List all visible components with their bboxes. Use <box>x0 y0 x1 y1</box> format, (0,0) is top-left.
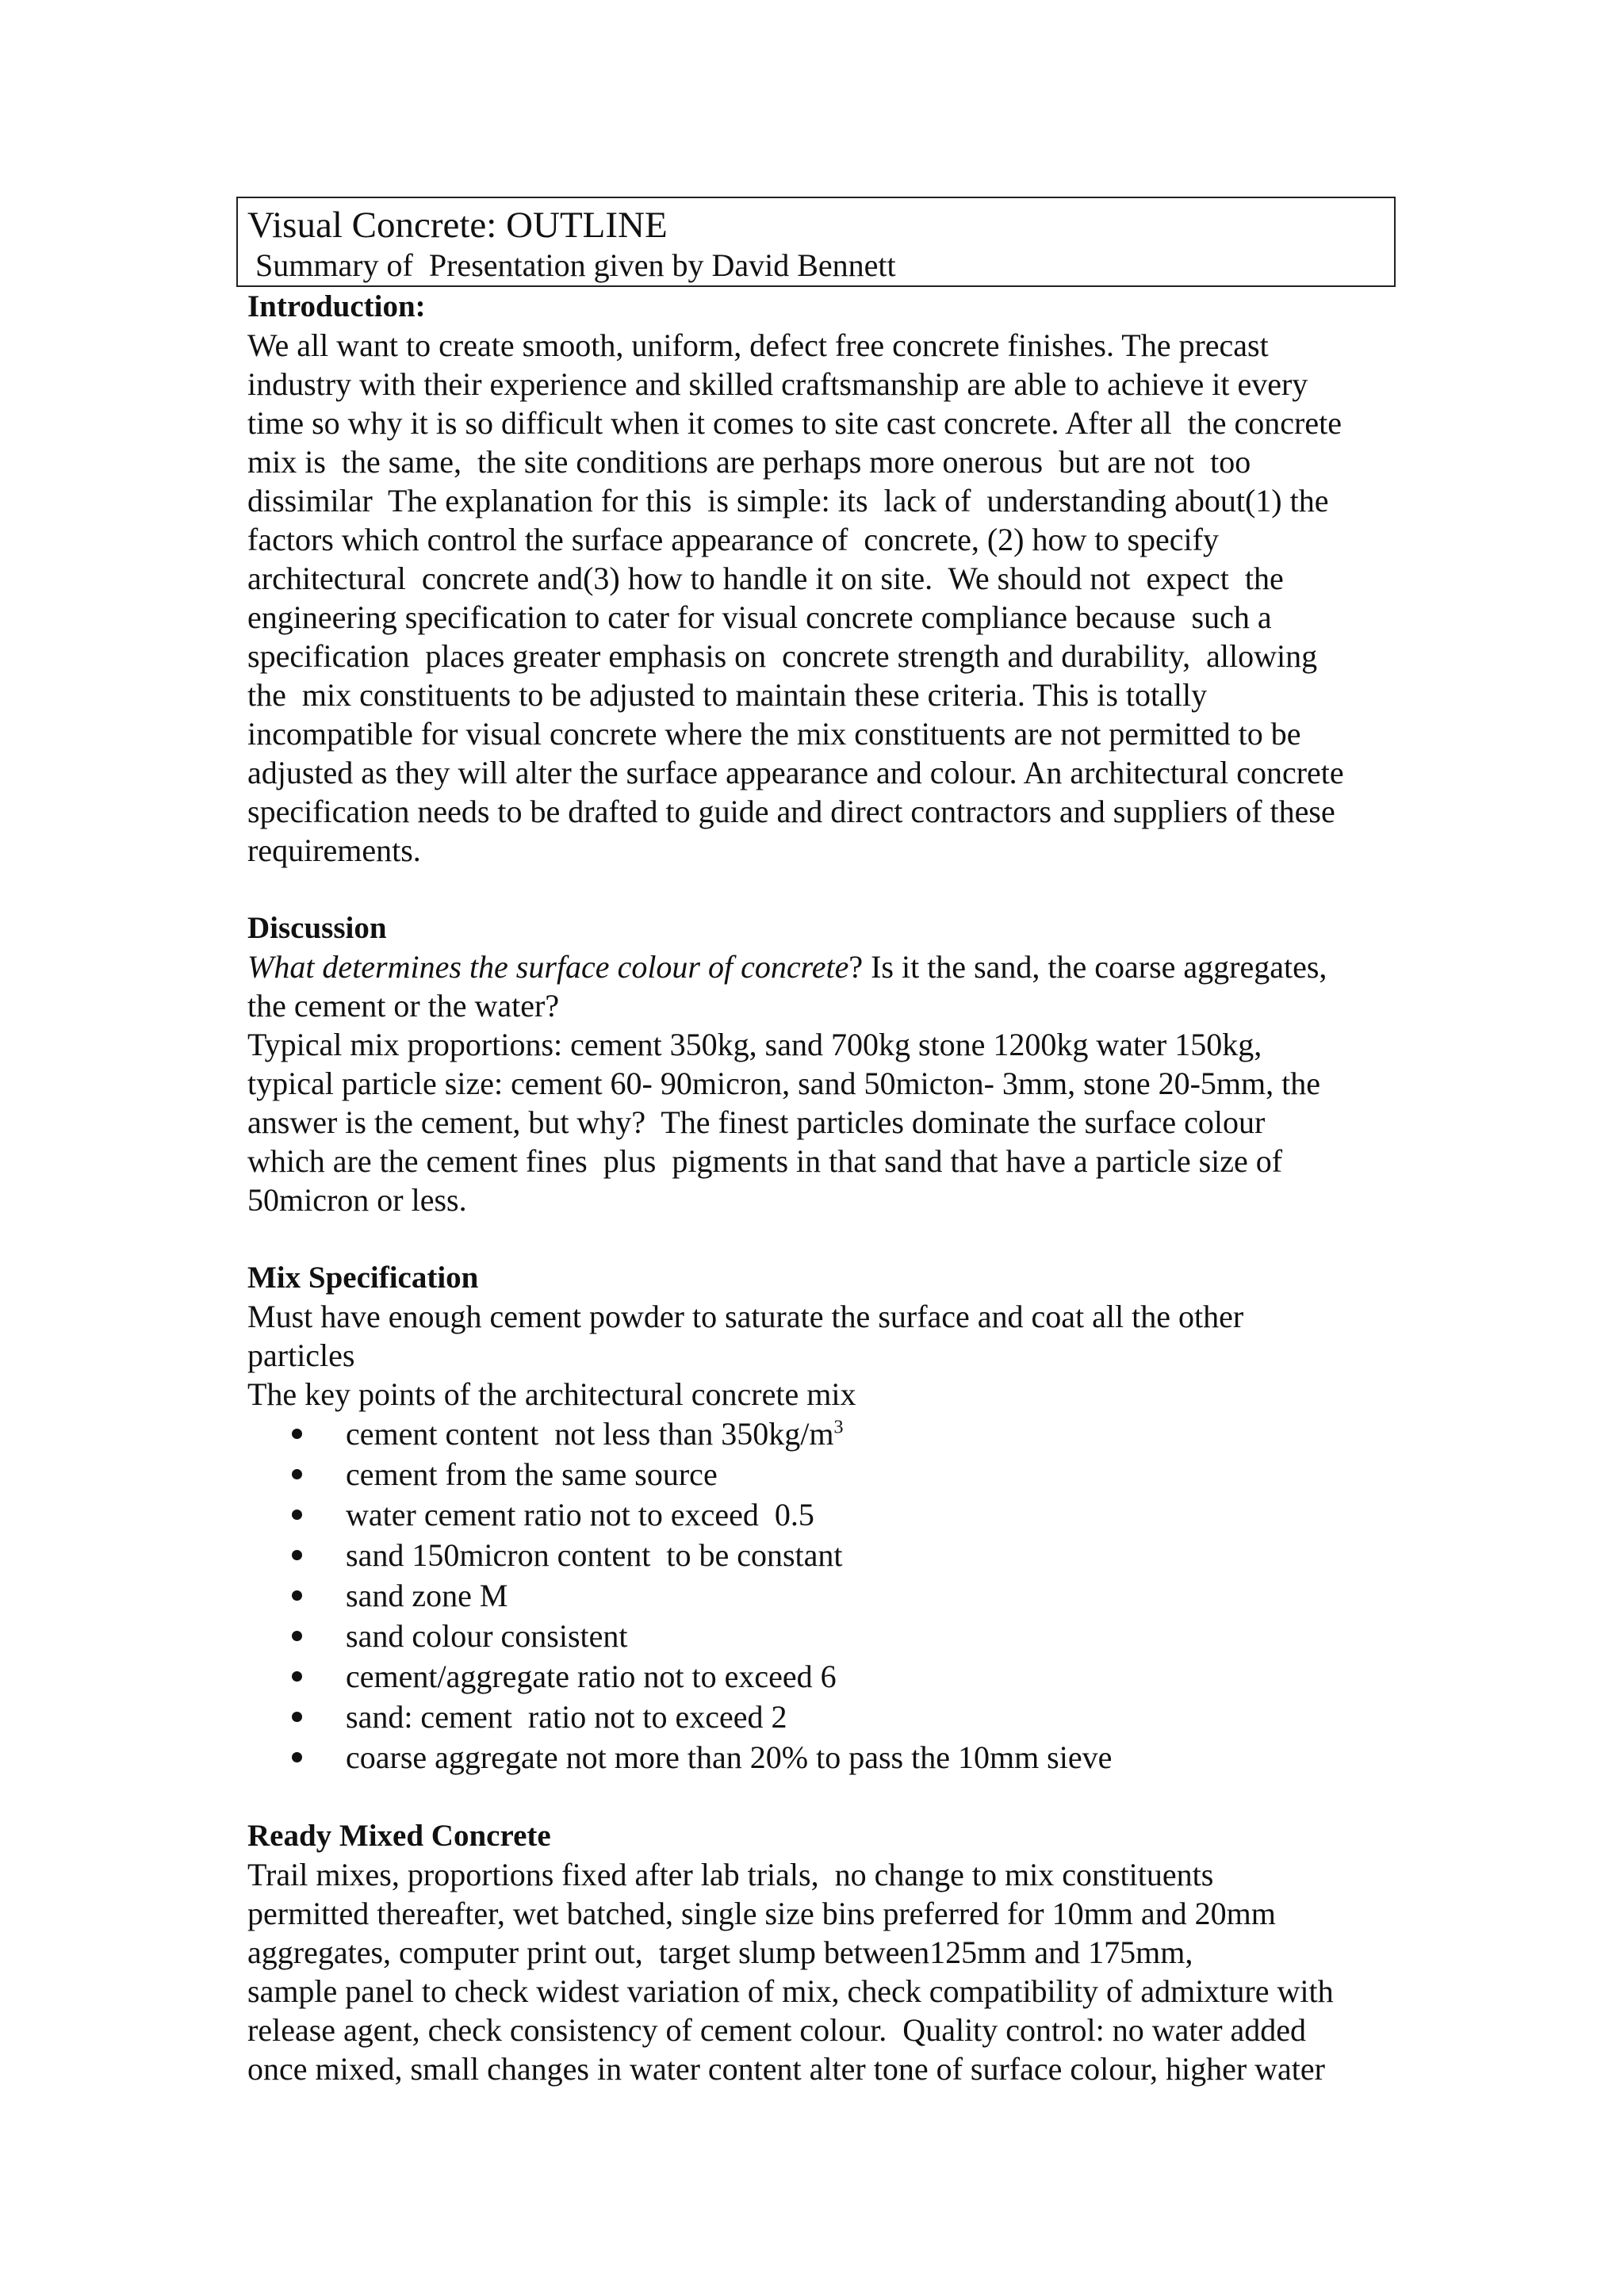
mix-specification-body: Must have enough cement powder to saturate the surface and coat all the other particles The key points of the architectural concrete mix <box>247 1299 1244 1412</box>
list-item <box>292 1494 1389 1535</box>
list-item <box>292 1737 1389 1777</box>
discussion-question-rest: ? Is it the sand, the coarse aggregates, the cement or the water? <box>247 949 1327 1024</box>
list-item-text: water cement ratio not to exceed 0.5 <box>346 1497 814 1533</box>
list-item-text: sand zone M <box>346 1578 508 1613</box>
discussion-body: Typical mix proportions: cement 350kg, sand 700kg stone 1200kg water 150kg, typical particle size: cement 60- 90micron, sand 50micton- 3mm, stone 20-5mm, the answer is the cement, but why? The finest particles dominate the surface colour which are the cement fines plus pigments in that sand that have a particle size of 50micron or less. <box>247 1027 1320 1218</box>
section-spacer <box>247 870 1389 909</box>
bullet-icon <box>292 1510 302 1520</box>
mix-specification-section <box>247 1258 1389 1777</box>
list-item-text: cement content not less than 350kg/m <box>346 1416 834 1452</box>
discussion-heading: Discussion <box>247 911 387 945</box>
list-item <box>292 1535 1389 1575</box>
bullet-icon <box>292 1712 302 1722</box>
introduction-heading: Introduction: <box>247 289 426 323</box>
introduction-body: We all want to create smooth, uniform, defect free concrete finishes. The precast industry with their experience and skilled craftsmanship are able to achieve it every time so why it is so difficult when it comes to site cast concrete. After all the concrete mix is the same, the site conditions are perhaps more onerous but are not too dissimilar The explanation for this is simple: its lack of understanding about(1) the factors which control the surface appearance of concrete, (2) how to specify architectural concrete and(3) how to handle it on site. We should not expect the engineering specification to cater for visual concrete compliance because such a specification places greater emphasis on concrete strength and durability, allowing the mix constituents to be adjusted to maintain these criteria. This is totally incompatible for visual concrete where the mix constituents are not permitted to be adjusted as they will alter the surface appearance and colour. An architectural concrete specification needs to be drafted to guide and direct contractors and suppliers of these requirements. <box>247 327 1344 868</box>
bullet-icon <box>292 1429 302 1439</box>
document-title: Visual Concrete: OUTLINE <box>247 205 668 246</box>
list-item-text: cement/aggregate ratio not to exceed 6 <box>346 1659 837 1694</box>
ready-mixed-body: Trail mixes, proportions fixed after lab trials, no change to mix constituents permitted thereafter, wet batched, single size bins preferred for 10mm and 20mm aggregates, computer print out, target slump between125mm and 175mm, sample panel to check widest variation of mix, check compatibility of admixture with release agent, check consistency of cement colour. Quality control: no water added once mixed, small changes in water content alter tone of surface colour, higher water <box>247 1857 1334 2087</box>
bullet-icon <box>292 1469 302 1479</box>
list-item <box>292 1454 1389 1494</box>
section-spacer <box>247 1777 1389 1816</box>
superscript: 3 <box>833 1417 844 1438</box>
title-box <box>236 197 1396 287</box>
bullet-icon <box>292 1550 302 1560</box>
list-item-text: sand colour consistent <box>346 1618 628 1654</box>
section-spacer <box>247 1219 1389 1258</box>
discussion-question-italic: What determines the surface colour of concrete <box>247 949 849 985</box>
list-item-text: cement from the same source <box>346 1456 718 1492</box>
discussion-question <box>247 947 1389 1025</box>
introduction-section <box>247 287 1389 870</box>
bullet-icon <box>292 1752 302 1762</box>
bullet-icon <box>292 1590 302 1601</box>
mix-key-points-list <box>247 1414 1389 1777</box>
document-page <box>247 197 1389 2088</box>
list-item-text: sand: cement ratio not to exceed 2 <box>346 1699 787 1735</box>
document-subtitle: Summary of Presentation given by David Bennett <box>255 247 896 283</box>
discussion-section <box>247 909 1389 1219</box>
list-item <box>292 1575 1389 1616</box>
list-item <box>292 1616 1389 1656</box>
ready-mixed-heading: Ready Mixed Concrete <box>247 1819 551 1853</box>
ready-mixed-section <box>247 1816 1389 2088</box>
bullet-icon <box>292 1631 302 1641</box>
list-item <box>292 1697 1389 1737</box>
list-item <box>292 1414 1389 1454</box>
list-item-text: coarse aggregate not more than 20% to pass the 10mm sieve <box>346 1739 1113 1775</box>
list-item-text: sand 150micron content to be constant <box>346 1537 843 1573</box>
bullet-icon <box>292 1671 302 1682</box>
mix-specification-heading: Mix Specification <box>247 1261 479 1295</box>
list-item <box>292 1656 1389 1697</box>
